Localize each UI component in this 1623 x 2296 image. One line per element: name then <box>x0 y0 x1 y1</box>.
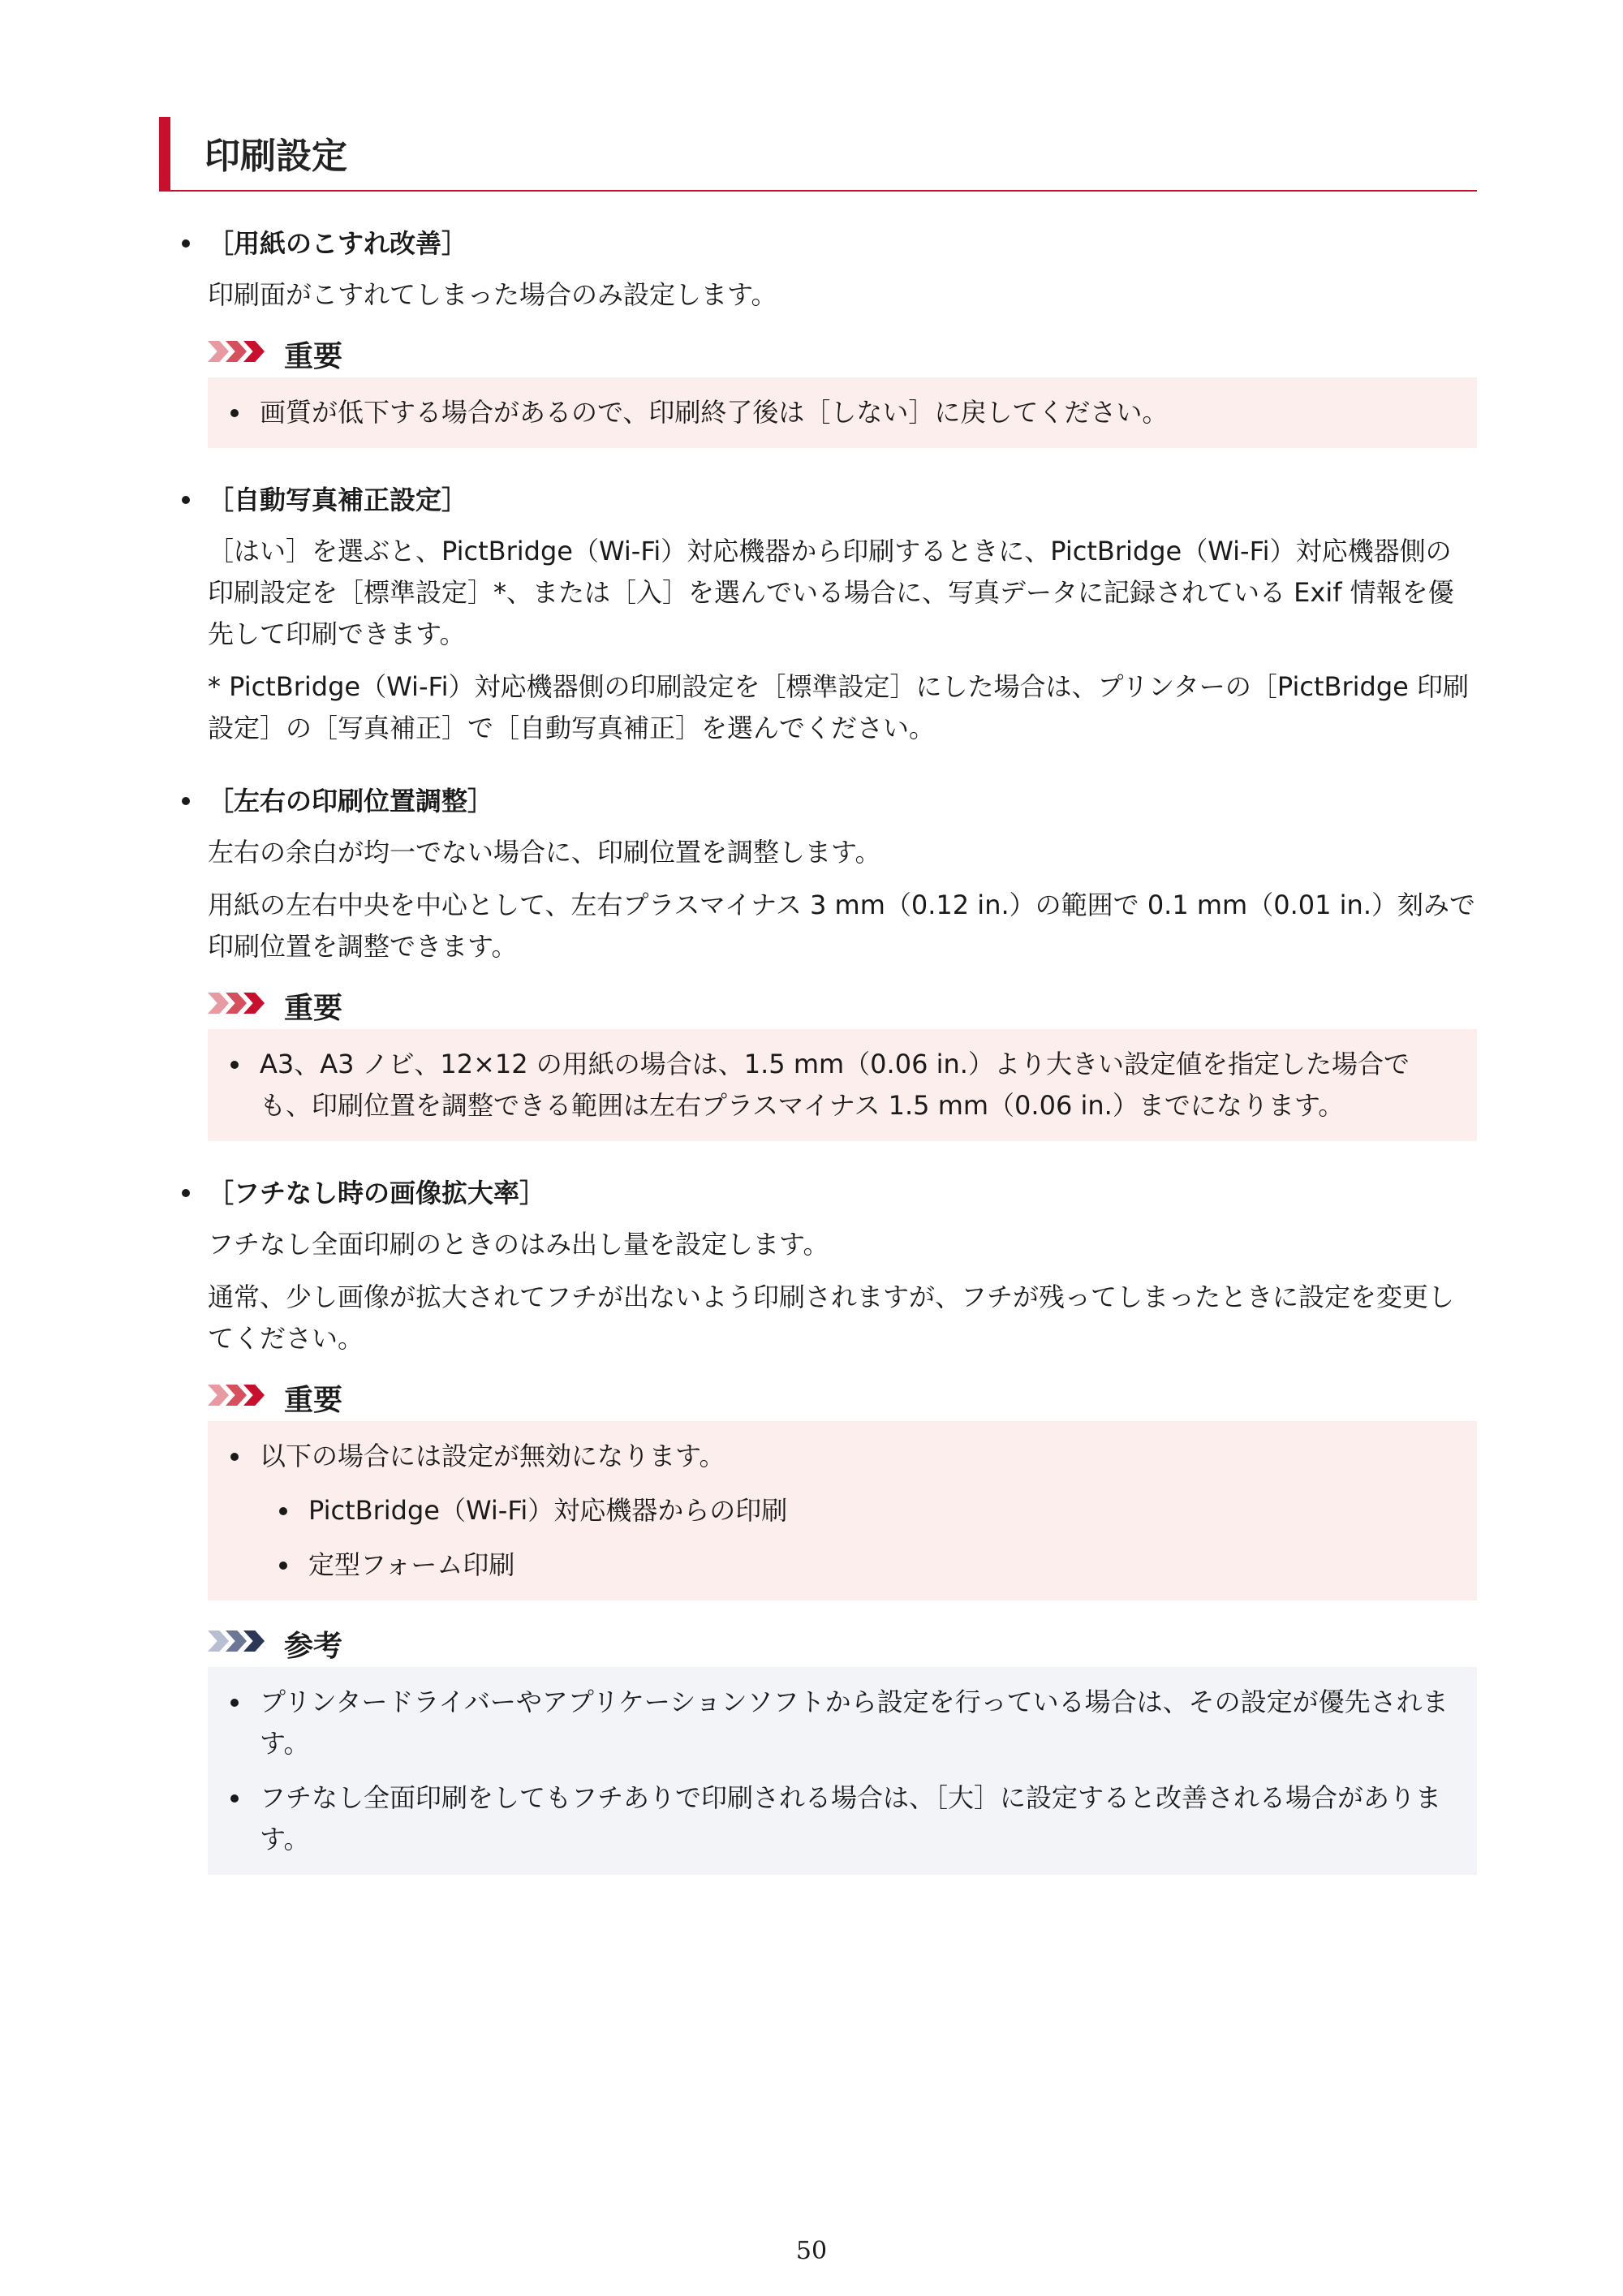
page-title: 印刷設定 <box>204 136 347 177</box>
note-item <box>208 392 1454 433</box>
section-borderless-extension <box>159 1174 1477 1875</box>
paragraph: * PictBridge（Wi-Fi）対応機器側の印刷設定を［標準設定］にした場合は、プリンターの［PictBridge 印刷設定］の［写真補正］で［自動写真補正］を選んでください。 <box>208 671 1470 743</box>
important-note-header <box>208 984 1477 1024</box>
bullet-icon <box>182 496 190 504</box>
paragraph: 左右の余白が均一でない場合に、印刷位置を調整します。 <box>208 837 881 868</box>
page-heading <box>159 117 1477 192</box>
bullet-icon <box>279 1562 287 1570</box>
section-title-text: ［用紙のこすれ改善］ <box>208 228 468 259</box>
page-content <box>159 117 1477 1875</box>
reference-note-box <box>208 1667 1477 1875</box>
section-title-text: ［フチなし時の画像拡大率］ <box>208 1178 546 1208</box>
bullet-icon <box>230 1453 239 1461</box>
note-item-text: A3、A3 ノビ、12×12 の用紙の場合は、1.5 mm（0.06 in.）より大きい設定値を指定した場合でも、印刷位置を調整できる範囲は左右プラスマイナス 1.5 mm（0.06 in.）までになります。 <box>260 1049 1410 1121</box>
paragraph: 印刷面がこすれてしまった場合のみ設定します。 <box>208 279 777 310</box>
important-note-header <box>208 332 1477 373</box>
bullet-icon <box>279 1507 287 1515</box>
reference-note-header <box>208 1622 1477 1662</box>
note-item <box>208 1044 1454 1126</box>
note-item-text: 画質が低下する場合があるので、印刷終了後は［しない］に戻してください。 <box>260 397 1169 428</box>
heading-accent-bar <box>159 117 170 190</box>
paragraph: 用紙の左右中央を中心として、左右プラスマイナス 3 mm（0.12 in.）の範囲で 0.1 mm（0.01 in.）刻みで印刷位置を調整できます。 <box>208 890 1475 962</box>
section-title <box>159 782 1477 821</box>
section-title-text: ［自動写真補正設定］ <box>208 485 468 515</box>
bullet-icon <box>230 409 239 417</box>
note-item-text: 以下の場合には設定が無効になります。 <box>260 1441 725 1471</box>
note-item <box>208 1436 1454 1477</box>
bullet-icon <box>230 1794 239 1803</box>
page-number: 50 <box>795 2237 828 2265</box>
paragraph: フチなし全面印刷のときのはみ出し量を設定します。 <box>208 1229 829 1260</box>
section-title <box>159 224 1477 263</box>
section-title-text: ［左右の印刷位置調整］ <box>208 786 494 816</box>
important-note-box <box>208 1029 1477 1141</box>
bullet-icon <box>230 1061 239 1069</box>
bullet-icon <box>182 239 190 248</box>
important-chevron-icon <box>208 332 277 373</box>
section-paper-abrasion <box>159 224 1477 448</box>
note-item-text: フチなし全面印刷をしてもフチありで印刷される場合は、［大］に設定すると改善される場合があります。 <box>260 1782 1442 1854</box>
note-label: 重要 <box>284 340 343 373</box>
paragraph: ［はい］を選ぶと、PictBridge（Wi-Fi）対応機器から印刷するときに、PictBridge（Wi-Fi）対応機器側の印刷設定を［標準設定］*、または［入］を選んでいる場合に、写真データに記録されている Exif 情報を優先して印刷できます。 <box>208 536 1454 649</box>
paragraph: 通常、少し画像が拡大されてフチが出ないよう印刷されますが、フチが残ってしまったときに設定を変更してください。 <box>208 1282 1455 1354</box>
important-chevron-icon <box>208 984 277 1024</box>
note-label: 重要 <box>284 1384 343 1417</box>
note-item-text: プリンタードライバーやアプリケーションソフトから設定を行っている場合は、その設定が優先されます。 <box>260 1686 1449 1759</box>
important-chevron-icon <box>208 1376 277 1416</box>
bullet-icon <box>230 1699 239 1707</box>
important-note-header <box>208 1376 1477 1416</box>
reference-chevron-icon <box>208 1622 277 1662</box>
note-label: 重要 <box>284 992 343 1025</box>
important-note-box <box>208 377 1477 448</box>
section-title <box>159 480 1477 519</box>
note-subitem <box>208 1490 1454 1531</box>
note-label: 参考 <box>284 1630 343 1663</box>
note-subitem-text: PictBridge（Wi-Fi）対応機器からの印刷 <box>308 1495 788 1526</box>
section-auto-photo-fix <box>159 480 1477 749</box>
note-subitem-text: 定型フォーム印刷 <box>308 1549 515 1580</box>
section-title <box>159 1174 1477 1213</box>
bullet-icon <box>182 1189 190 1197</box>
bullet-icon <box>182 797 190 805</box>
note-item <box>208 1682 1454 1764</box>
important-note-box <box>208 1421 1477 1600</box>
note-item <box>208 1777 1454 1860</box>
note-subitem <box>208 1544 1454 1586</box>
section-print-position-adjust <box>159 782 1477 1141</box>
